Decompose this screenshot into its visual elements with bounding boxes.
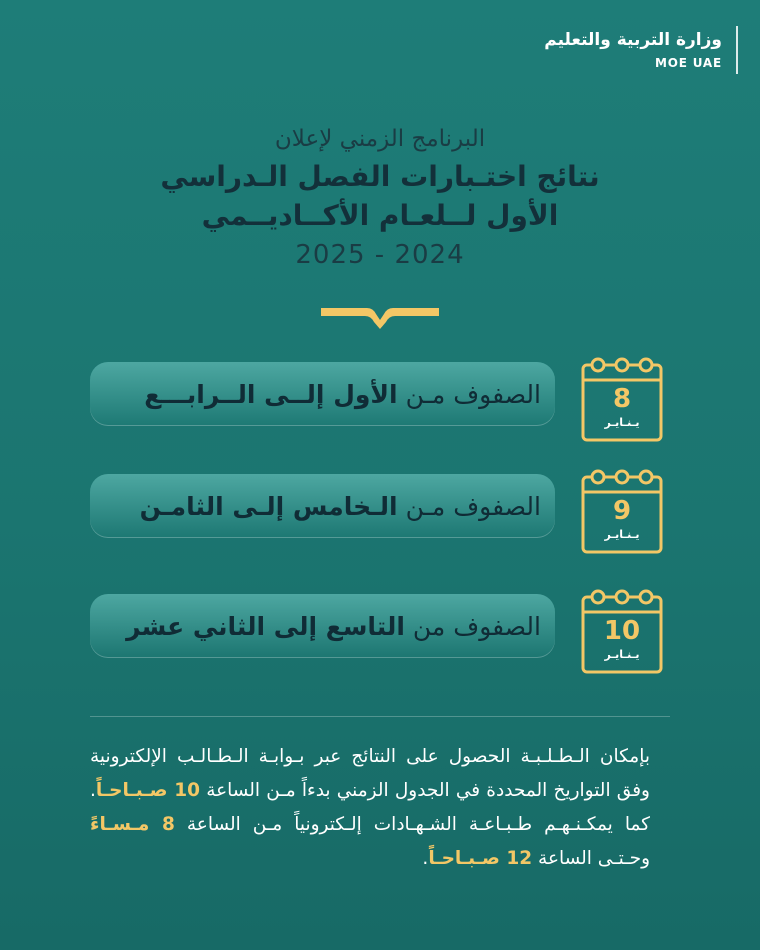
calendar-month: يـنـايـر (604, 528, 640, 541)
calendar-day: 8 (612, 384, 632, 414)
schedule-row-2 (0, 468, 760, 558)
grades-range: الأول إلــى الــرابـــع (144, 379, 398, 409)
results-notice (90, 740, 650, 876)
notice-time-midnight: 12 صـبـاحـاً (428, 848, 533, 869)
logo-arabic: وزارة التربية والتعليم (544, 30, 722, 50)
headline-year: 2025 - 2024 (295, 240, 465, 270)
headline-sub: البرنامج الزمني لإعلان (274, 126, 486, 152)
section-divider (90, 716, 670, 717)
headline-line1: نتائج اختـبارات الفصل الـدراسي (160, 160, 600, 193)
notice-part4: . (422, 848, 429, 869)
logo-text (544, 30, 722, 70)
schedule-row-3 (0, 588, 760, 678)
headline-line2: الأول لــلعـام الأكــاديــمي (201, 199, 559, 232)
grades-pill (90, 362, 555, 426)
grades-range: الـخامس إلـى الثامـن (139, 491, 398, 521)
calendar-day: 10 (603, 616, 641, 646)
grades-prefix: الصفوف من (412, 611, 541, 641)
calendar-month: يـنـايـر (604, 648, 640, 661)
grades-text (140, 492, 541, 521)
notice-part1: بإمكان الـطـلـبـة الحصول على النتائج عبر بـوابـة الـطـالـب الإلكترونية وفق التواريخ المحددة في الجدول الزمني بدءاً مـن الساعة (90, 746, 650, 801)
logo-english: MOE UAE (655, 56, 722, 70)
grades-pill (90, 474, 555, 538)
logo-divider (736, 26, 738, 74)
headline (0, 126, 760, 270)
calendar-icon (581, 588, 663, 674)
grades-prefix: الصفوف مـن (405, 379, 541, 409)
grades-text (126, 612, 541, 641)
calendar-icon (581, 356, 663, 442)
notice-part3: وحـتـى الساعة (538, 848, 650, 869)
notice-time-morning: 10 صـبـاحـاً (95, 780, 201, 801)
notice-part2: . كما يمكـنـهـم طـبـاعـة الشـهـادات إلـكترونياً مـن الساعة (90, 780, 650, 835)
moe-logo (544, 26, 738, 74)
calendar-day: 9 (612, 496, 632, 526)
grades-text (144, 380, 541, 409)
notice-time-evening: 8 مـسـاءً (90, 814, 175, 835)
calendar-month: يـنـايـر (604, 416, 640, 429)
grades-prefix: الصفوف مـن (405, 491, 541, 521)
calendar-icon (581, 468, 663, 554)
open-book-icon (321, 306, 439, 330)
grades-pill (90, 594, 555, 658)
grades-range: التاسع إلى الثاني عشر (126, 611, 405, 641)
schedule-row-1 (0, 356, 760, 446)
